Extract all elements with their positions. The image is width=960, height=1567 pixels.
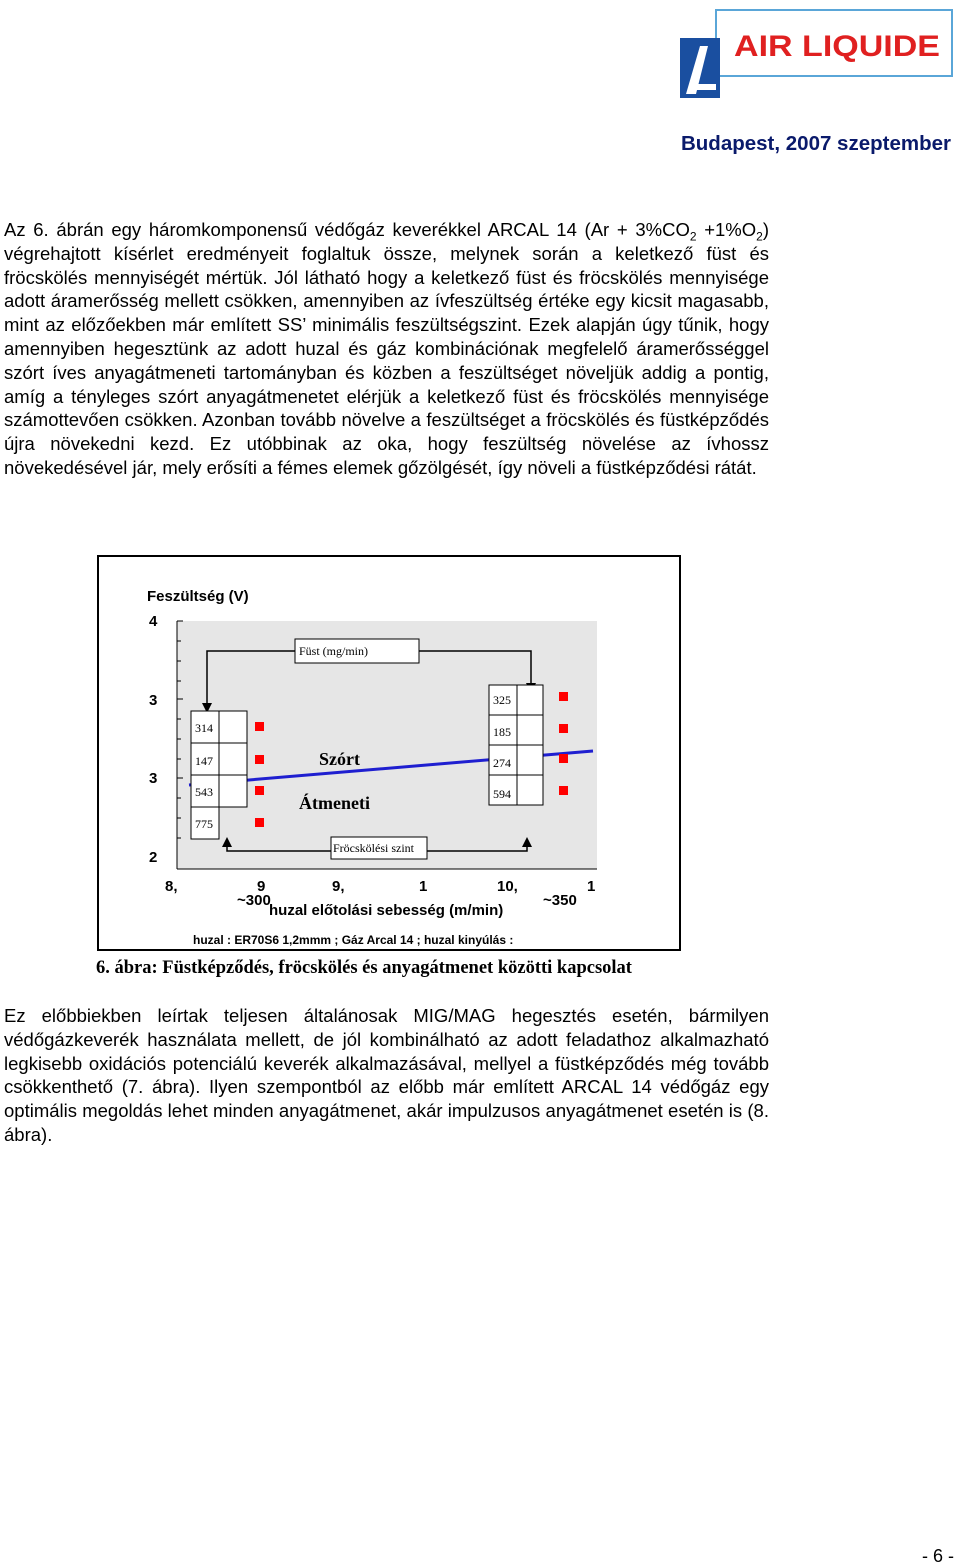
left-value: 314 [195, 721, 213, 735]
x-tick-label: 9, [332, 878, 345, 895]
marker [559, 692, 568, 701]
x-axis-label: huzal előtolási sebesség (m/min) [269, 902, 504, 919]
air-liquide-logo [678, 8, 954, 100]
x-tick-label: 1 [419, 878, 428, 895]
x-tick-label: 1 [587, 878, 596, 895]
marker [559, 724, 568, 733]
x-approx-left: ~300 [237, 892, 271, 909]
y-axis-label: Feszültség (V) [147, 588, 249, 605]
right-value: 594 [493, 787, 511, 801]
right-value: 274 [493, 756, 511, 770]
left-value: 775 [195, 817, 213, 831]
logo-wordmark: AIR LIQUIDE [734, 30, 940, 63]
x-tick-label: 8, [165, 878, 178, 895]
x-approx-right: ~350 [543, 892, 577, 909]
region-label-transitional: Átmeneti [299, 793, 370, 813]
voltage-wirefeed-diagram [99, 557, 683, 953]
y-tick-label: 4 [149, 613, 158, 630]
x-tick-label: 10, [497, 878, 518, 895]
y-tick-label: 3 [149, 692, 158, 709]
figure-6 [97, 555, 681, 951]
marker [255, 786, 264, 795]
smoke-label: Füst (mg/min) [299, 644, 369, 658]
y-tick-label: 2 [149, 849, 158, 866]
right-value: 185 [493, 725, 511, 739]
closing-paragraph: Ez előbbiekben leírtak teljesen általánosak MIG/MAG hegesztés esetén, bármilyen védőgázkeverék használata mellett, de jól kombinálható az adott feladathoz alkalmazható legkisebb oxidációs potenciálú keverék alkalmazásával, mellyel a füstképződés még tovább csökkenthető (7. ábra). Ilyen szempontból az előbb már említett ARCAL 14 védőgáz egy optimális megoldás lehet minden anyagátmenet, akár impulzusos anyagátmenet esetén is (8. ábra). [4, 1005, 769, 1145]
left-value: 147 [195, 754, 213, 768]
marker [559, 786, 568, 795]
spatter-label: Fröcskölési szint [333, 841, 414, 855]
page-number: - 6 - [921, 1546, 954, 1566]
region-label-sprayed: Szórt [319, 749, 360, 769]
document-date: Budapest, 2007 szeptember [680, 132, 951, 155]
marker [255, 755, 264, 764]
marker [559, 754, 568, 763]
figure-footnote: huzal : ER70S6 1,2mmm ; Gáz Arcal 14 ; huzal kinyúlás : [193, 933, 514, 947]
figure-caption: 6. ábra: Füstképződés, fröcskölés és anyagátmenet közötti kapcsolat [96, 958, 632, 978]
y-tick-label: 3 [149, 770, 158, 787]
x-tick-label: 9 [257, 878, 266, 895]
left-value: 543 [195, 785, 213, 799]
marker [255, 722, 264, 731]
marker [255, 818, 264, 827]
intro-paragraph: Az 6. ábrán egy háromkomponensű védőgáz keverékkel ARCAL 14 $(Ar + 3\%CO_2 +1\%O_2)$ végrehajtott kísérlet eredményeit foglaltuk össze, melynek során a keletkező füst és fröcskölés mennyiségét mértük. Jól látható hogy a keletkező füst és fröcskölés mennyisége adott áramerősség mellett csökken, amennyiben az ívfeszültség értéke egy kicsit magasabb, mint az előzőekben már említett SS’ minimális feszültségszint. Ezek alapján úgy tűnik, hogy amennyiben hegesztünk az adott huzal és gáz kombinációnak megfelelő áramerősséggel szórt íves anyagátmeneti tartományban és közben a feszültséget növeljük addig a pontig, amíg a tényleges szórt anyagátmenetet elérjük a keletkező füst és fröcskölés mennyisége számottevően csökken. Azonban tovább növelve a feszültséget a fröcskölés és füstképződés újra növekedni kezd. Ez utóbbinak az oka, hogy feszültség növelése az ívhossz növekedésével jár, mely erősíti a fémes elemek gőzölgését, így növeli a füstképződési rátát. [4, 219, 769, 478]
right-value: 325 [493, 693, 511, 707]
